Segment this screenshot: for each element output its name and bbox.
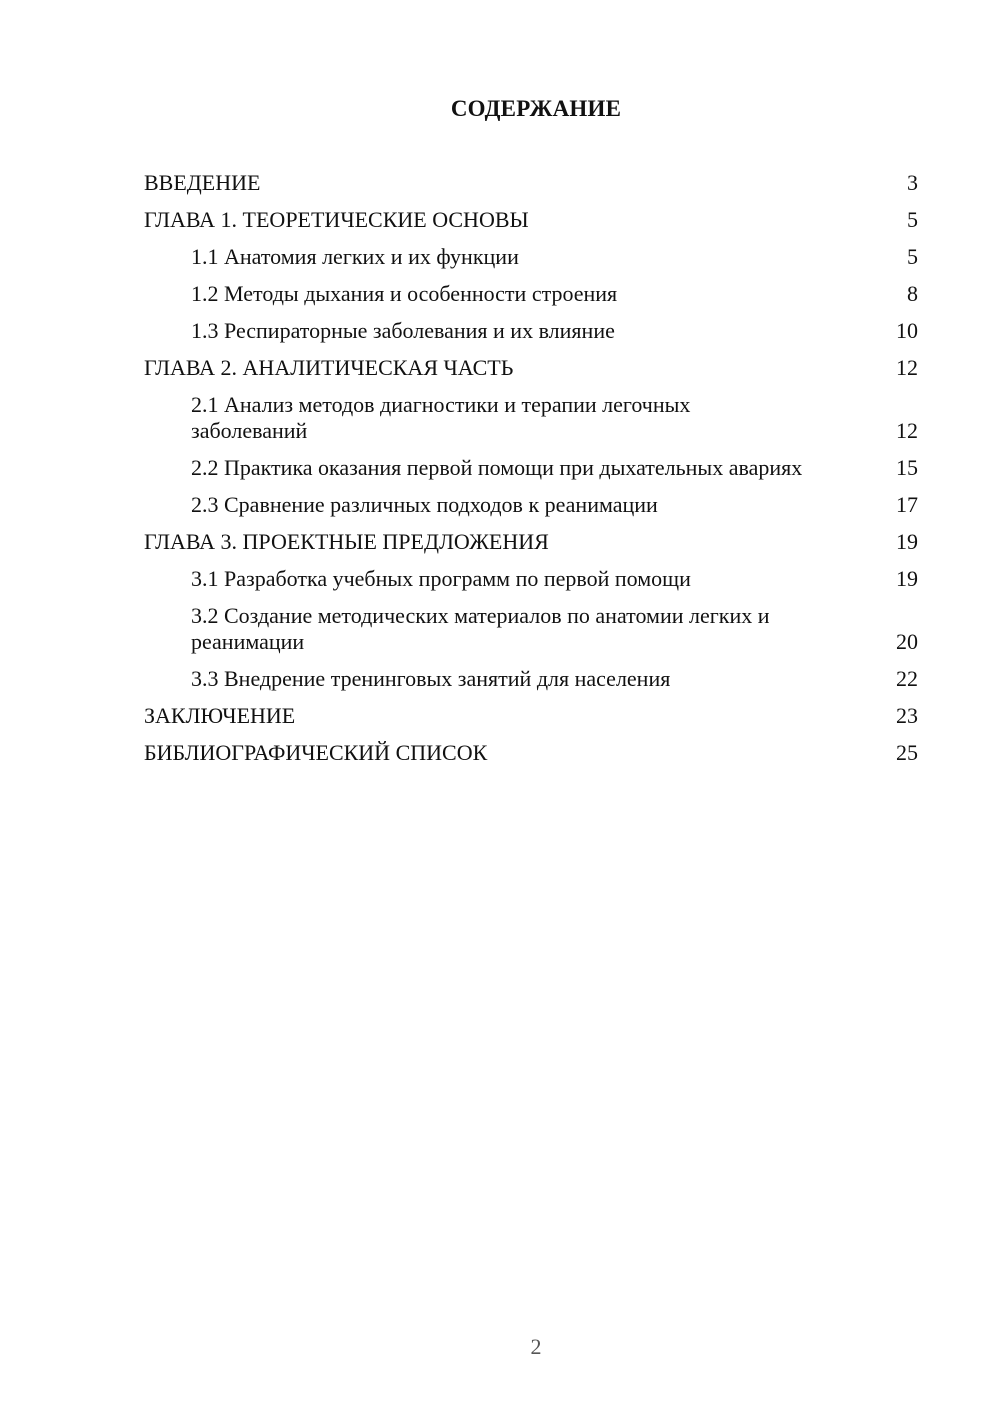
toc-entry-page: 23 [896, 703, 918, 728]
toc-entry-page: 5 [907, 207, 918, 232]
toc-entry[interactable] [144, 170, 918, 196]
toc-entry-title: ГЛАВА 1. ТЕОРЕТИЧЕСКИЕ ОСНОВЫ [144, 207, 529, 232]
toc-entry[interactable] [144, 281, 918, 307]
table-of-contents [144, 170, 918, 777]
toc-entry[interactable] [144, 703, 918, 729]
toc-entry-page: 8 [907, 281, 918, 306]
toc-entry-page: 17 [896, 492, 918, 517]
toc-entry-title: БИБЛИОГРАФИЧЕСКИЙ СПИСОК [144, 740, 488, 765]
toc-entry-page: 15 [896, 455, 918, 480]
toc-entry-title: ЗАКЛЮЧЕНИЕ [144, 703, 296, 728]
toc-entry[interactable] [144, 666, 918, 692]
toc-entry-title: 3.1 Разработка учебных программ по первой помощи [191, 566, 691, 591]
toc-entry-title: 1.3 Респираторные заболевания и их влияние [191, 318, 615, 343]
toc-entry[interactable] [144, 529, 918, 555]
toc-entry[interactable] [144, 455, 918, 481]
toc-entry-title: 2.1 Анализ методов диагностики и терапии легочных заболеваний [191, 392, 691, 443]
toc-entry[interactable] [144, 318, 918, 344]
toc-entry[interactable] [144, 566, 918, 592]
toc-entry-title: 3.2 Создание методических материалов по анатомии легких и реанимации [191, 603, 770, 654]
toc-entry-page: 19 [896, 529, 918, 554]
toc-entry[interactable] [144, 392, 918, 444]
toc-entry-page: 19 [896, 566, 918, 591]
toc-entry-title: ВВЕДЕНИЕ [144, 170, 261, 195]
toc-entry[interactable] [144, 492, 918, 518]
toc-entry-page: 12 [896, 355, 918, 380]
toc-entry-title: 1.1 Анатомия легких и их функции [191, 244, 519, 269]
toc-entry-title: 1.2 Методы дыхания и особенности строения [191, 281, 618, 306]
toc-entry[interactable] [144, 207, 918, 233]
toc-entry-page: 22 [896, 666, 918, 691]
toc-entry-title: 3.3 Внедрение тренинговых занятий для населения [191, 666, 671, 691]
toc-entry-page: 20 [896, 629, 918, 654]
toc-entry[interactable] [144, 603, 918, 655]
page-number: 2 [530, 1334, 542, 1359]
toc-entry-page: 12 [896, 418, 918, 443]
toc-entry[interactable] [144, 244, 918, 270]
toc-entry-title: 2.3 Сравнение различных подходов к реанимации [191, 492, 658, 517]
toc-entry-page: 5 [907, 244, 918, 269]
toc-entry-page: 25 [896, 740, 918, 765]
toc-entry-title: ГЛАВА 2. АНАЛИТИЧЕСКАЯ ЧАСТЬ [144, 355, 514, 380]
toc-entry[interactable] [144, 355, 918, 381]
toc-entry-page: 3 [907, 170, 918, 195]
toc-entry-page: 10 [896, 318, 918, 343]
toc-entry-title: 2.2 Практика оказания первой помощи при дыхательных авариях [191, 455, 803, 480]
toc-entry[interactable] [144, 740, 918, 766]
page-title: СОДЕРЖАНИЕ [450, 96, 622, 121]
toc-entry-title: ГЛАВА 3. ПРОЕКТНЫЕ ПРЕДЛОЖЕНИЯ [144, 529, 549, 554]
